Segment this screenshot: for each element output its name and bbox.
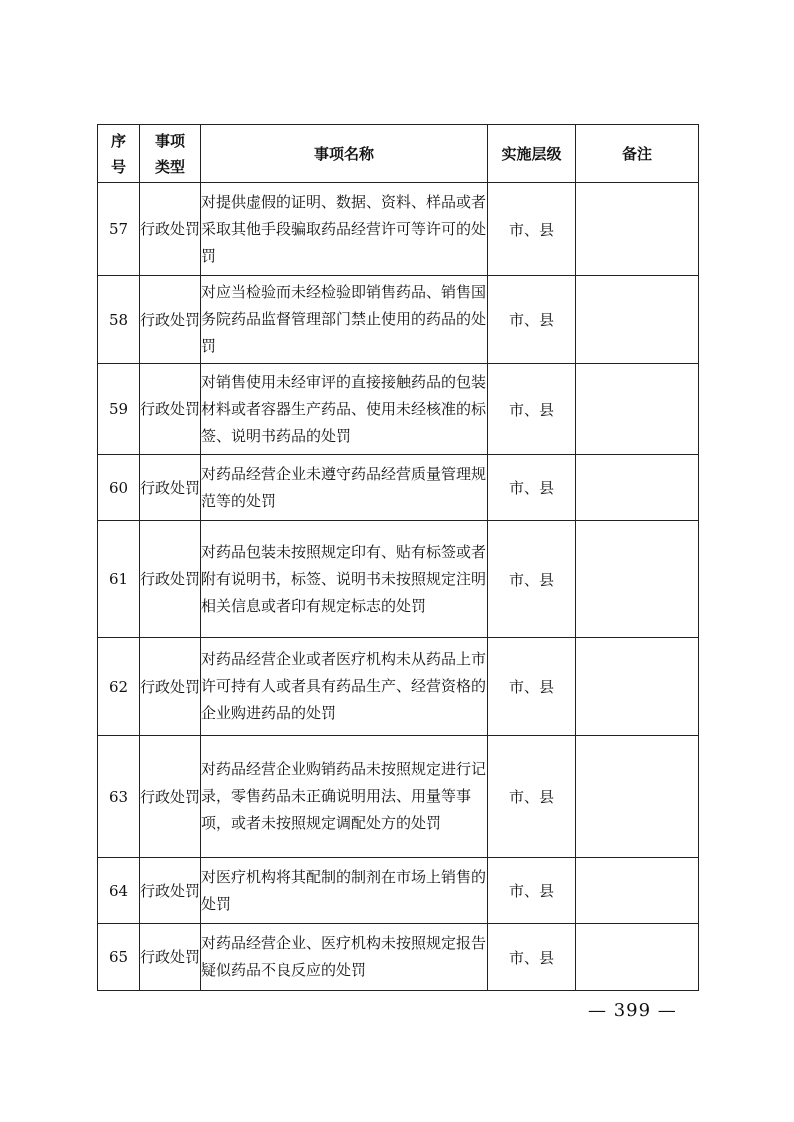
table-row: [98, 736, 699, 858]
row-remark: [576, 638, 699, 736]
row-no: 58: [98, 276, 140, 364]
header-name: 事项名称: [201, 125, 488, 183]
row-name: 对销售使用未经审评的直接接触药品的包装材料或者容器生产药品、使用未经核准的标签、说明书药品的处罚: [201, 364, 488, 455]
row-no: 65: [98, 924, 140, 991]
row-type: 行政处罚: [140, 276, 201, 364]
row-remark: [576, 521, 699, 638]
row-type: 行政处罚: [140, 638, 201, 736]
row-no: 60: [98, 455, 140, 521]
row-remark: [576, 858, 699, 924]
header-level: 实施层级: [488, 125, 576, 183]
row-level: 市、县: [488, 638, 576, 736]
row-level: 市、县: [488, 276, 576, 364]
header-type: 事项类型: [140, 125, 201, 183]
row-no: 61: [98, 521, 140, 638]
row-name: 对药品经营企业购销药品未按照规定进行记录，零售药品未正确说明用法、用量等事项，或者未按照规定调配处方的处罚: [201, 736, 488, 858]
row-type: 行政处罚: [140, 521, 201, 638]
table-row: [98, 924, 699, 991]
table-row: [98, 364, 699, 455]
table-row: [98, 455, 699, 521]
page-number: — 399 —: [588, 1000, 677, 1021]
row-type: 行政处罚: [140, 858, 201, 924]
table-row: [98, 521, 699, 638]
table-row: [98, 858, 699, 924]
row-type: 行政处罚: [140, 455, 201, 521]
row-level: 市、县: [488, 455, 576, 521]
table-row: [98, 276, 699, 364]
row-name: 对药品经营企业、医疗机构未按照规定报告疑似药品不良反应的处罚: [201, 924, 488, 991]
row-name: 对提供虚假的证明、数据、资料、样品或者采取其他手段骗取药品经营许可等许可的处罚: [201, 183, 488, 276]
row-name: 对应当检验而未经检验即销售药品、销售国务院药品监督管理部门禁止使用的药品的处罚: [201, 276, 488, 364]
row-remark: [576, 736, 699, 858]
row-type: 行政处罚: [140, 924, 201, 991]
item-table: [97, 124, 699, 991]
header-remark: 备注: [576, 125, 699, 183]
row-level: 市、县: [488, 183, 576, 276]
row-remark: [576, 364, 699, 455]
row-level: 市、县: [488, 521, 576, 638]
table-row: [98, 638, 699, 736]
header-no: 序号: [98, 125, 140, 183]
row-no: 59: [98, 364, 140, 455]
row-level: 市、县: [488, 364, 576, 455]
row-remark: [576, 276, 699, 364]
row-remark: [576, 924, 699, 991]
row-level: 市、县: [488, 858, 576, 924]
row-name: 对药品经营企业或者医疗机构未从药品上市许可持有人或者具有药品生产、经营资格的企业购进药品的处罚: [201, 638, 488, 736]
row-no: 64: [98, 858, 140, 924]
row-level: 市、县: [488, 736, 576, 858]
row-type: 行政处罚: [140, 364, 201, 455]
row-no: 57: [98, 183, 140, 276]
row-name: 对医疗机构将其配制的制剂在市场上销售的处罚: [201, 858, 488, 924]
table-row: [98, 183, 699, 276]
row-name: 对药品包装未按照规定印有、贴有标签或者附有说明书，标签、说明书未按照规定注明相关信息或者印有规定标志的处罚: [201, 521, 488, 638]
row-type: 行政处罚: [140, 183, 201, 276]
row-remark: [576, 183, 699, 276]
row-level: 市、县: [488, 924, 576, 991]
row-no: 63: [98, 736, 140, 858]
row-no: 62: [98, 638, 140, 736]
row-name: 对药品经营企业未遵守药品经营质量管理规范等的处罚: [201, 455, 488, 521]
row-remark: [576, 455, 699, 521]
row-type: 行政处罚: [140, 736, 201, 858]
table-header-row: [98, 125, 699, 183]
